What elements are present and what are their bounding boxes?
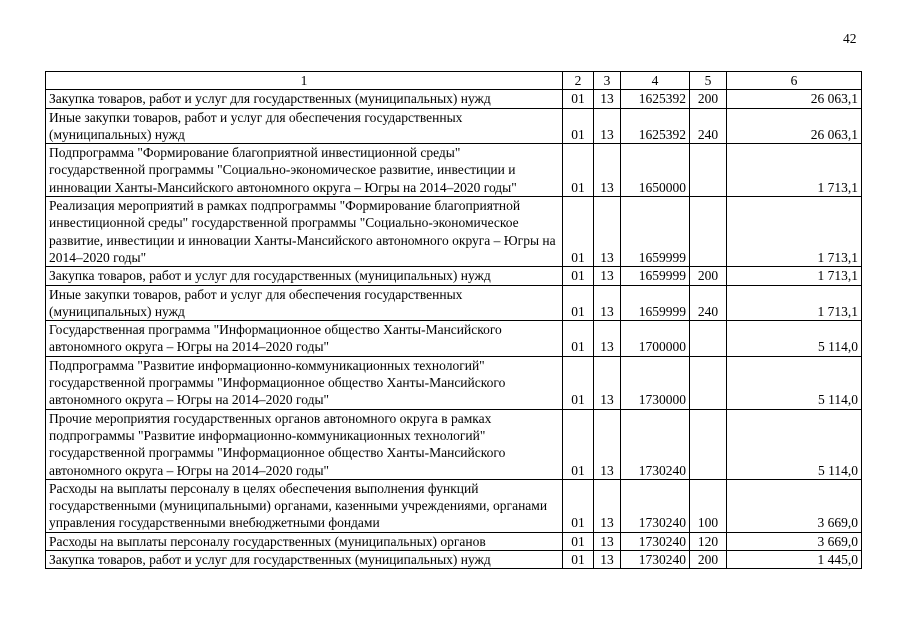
subsection-cell: 13 (594, 197, 621, 267)
amount-cell: 1 713,1 (727, 285, 862, 321)
amount-cell: 5 114,0 (727, 321, 862, 357)
section-cell: 01 (563, 551, 594, 569)
amount-cell: 1 445,0 (727, 551, 862, 569)
subsection-cell: 13 (594, 321, 621, 357)
table-row (46, 285, 862, 321)
expense-type-cell: 200 (690, 267, 727, 285)
target-article-cell: 1730240 (621, 479, 690, 532)
subsection-cell: 13 (594, 267, 621, 285)
expense-type-cell: 200 (690, 551, 727, 569)
header-col-2: 2 (563, 72, 594, 90)
amount-cell: 5 114,0 (727, 356, 862, 409)
description-cell: Иные закупки товаров, работ и услуг для обеспечения государственных (муниципальных) нужд (46, 108, 563, 144)
description-cell: Подпрограмма "Развитие информационно-коммуникационных технологий" государственной программы "Информационное общество Ханты-Мансийского автономного округа – Югры на 2014–2020 годы" (46, 356, 563, 409)
header-col-6: 6 (727, 72, 862, 90)
description-cell: Прочие мероприятия государственных органов автономного округа в рамках подпрограммы "Развитие информационно-коммуникационных технологий" государственной программы "Информационное общество Ханты-Мансийского автономного округа – Югры на 2014–2020 годы" (46, 409, 563, 479)
table-row (46, 197, 862, 267)
subsection-cell: 13 (594, 90, 621, 108)
subsection-cell: 13 (594, 356, 621, 409)
amount-cell: 26 063,1 (727, 90, 862, 108)
section-cell: 01 (563, 108, 594, 144)
description-cell: Расходы на выплаты персоналу государственных (муниципальных) органов (46, 532, 563, 550)
target-article-cell: 1625392 (621, 108, 690, 144)
subsection-cell: 13 (594, 409, 621, 479)
section-cell: 01 (563, 532, 594, 550)
amount-cell: 1 713,1 (727, 197, 862, 267)
target-article-cell: 1730000 (621, 356, 690, 409)
table-row (46, 479, 862, 532)
target-article-cell: 1700000 (621, 321, 690, 357)
target-article-cell: 1730240 (621, 409, 690, 479)
expense-type-cell: 120 (690, 532, 727, 550)
table-row (46, 532, 862, 550)
subsection-cell: 13 (594, 108, 621, 144)
table-row (46, 144, 862, 197)
subsection-cell: 13 (594, 285, 621, 321)
expense-type-cell: 200 (690, 90, 727, 108)
subsection-cell: 13 (594, 532, 621, 550)
expense-type-cell (690, 409, 727, 479)
description-cell: Реализация мероприятий в рамках подпрограммы "Формирование благоприятной инвестиционной среды" государственной программы "Социально-экономическое развитие, инвестиции и инновации Ханты-Мансийского автономного округа – Югры на 2014–2020 годы" (46, 197, 563, 267)
header-col-5: 5 (690, 72, 727, 90)
section-cell: 01 (563, 267, 594, 285)
target-article-cell: 1650000 (621, 144, 690, 197)
section-cell: 01 (563, 321, 594, 357)
target-article-cell: 1659999 (621, 197, 690, 267)
section-cell: 01 (563, 409, 594, 479)
subsection-cell: 13 (594, 144, 621, 197)
section-cell: 01 (563, 356, 594, 409)
table-row (46, 267, 862, 285)
section-cell: 01 (563, 197, 594, 267)
description-cell: Закупка товаров, работ и услуг для государственных (муниципальных) нужд (46, 267, 563, 285)
expense-type-cell (690, 356, 727, 409)
description-cell: Иные закупки товаров, работ и услуг для обеспечения государственных (муниципальных) нужд (46, 285, 563, 321)
table-row (46, 90, 862, 108)
amount-cell: 1 713,1 (727, 267, 862, 285)
amount-cell: 1 713,1 (727, 144, 862, 197)
table-header-row (46, 72, 862, 90)
expense-type-cell (690, 321, 727, 357)
section-cell: 01 (563, 144, 594, 197)
table-row (46, 108, 862, 144)
description-cell: Расходы на выплаты персоналу в целях обеспечения выполнения функций государственными (муниципальными) органами, казенными учреждениями, органами управления государственными внебюджетными фондами (46, 479, 563, 532)
expense-type-cell: 240 (690, 285, 727, 321)
budget-table (45, 71, 862, 569)
amount-cell: 3 669,0 (727, 532, 862, 550)
section-cell: 01 (563, 479, 594, 532)
expense-type-cell: 100 (690, 479, 727, 532)
description-cell: Государственная программа "Информационное общество Ханты-Мансийского автономного округа – Югры на 2014–2020 годы" (46, 321, 563, 357)
target-article-cell: 1730240 (621, 551, 690, 569)
target-article-cell: 1659999 (621, 285, 690, 321)
section-cell: 01 (563, 285, 594, 321)
description-cell: Закупка товаров, работ и услуг для государственных (муниципальных) нужд (46, 90, 563, 108)
header-col-1: 1 (46, 72, 563, 90)
header-col-4: 4 (621, 72, 690, 90)
subsection-cell: 13 (594, 551, 621, 569)
table-row (46, 321, 862, 357)
amount-cell: 3 669,0 (727, 479, 862, 532)
section-cell: 01 (563, 90, 594, 108)
amount-cell: 5 114,0 (727, 409, 862, 479)
target-article-cell: 1730240 (621, 532, 690, 550)
expense-type-cell (690, 144, 727, 197)
subsection-cell: 13 (594, 479, 621, 532)
expense-type-cell: 240 (690, 108, 727, 144)
header-col-3: 3 (594, 72, 621, 90)
description-cell: Закупка товаров, работ и услуг для государственных (муниципальных) нужд (46, 551, 563, 569)
target-article-cell: 1625392 (621, 90, 690, 108)
expense-type-cell (690, 197, 727, 267)
target-article-cell: 1659999 (621, 267, 690, 285)
table-row (46, 409, 862, 479)
table-row (46, 356, 862, 409)
amount-cell: 26 063,1 (727, 108, 862, 144)
table-row (46, 551, 862, 569)
page-number: 42 (843, 31, 857, 46)
description-cell: Подпрограмма "Формирование благоприятной инвестиционной среды" государственной программы "Социально-экономическое развитие, инвестиции и инновации Ханты-Мансийского автономного округа – Югры на 2014–2020 годы" (46, 144, 563, 197)
